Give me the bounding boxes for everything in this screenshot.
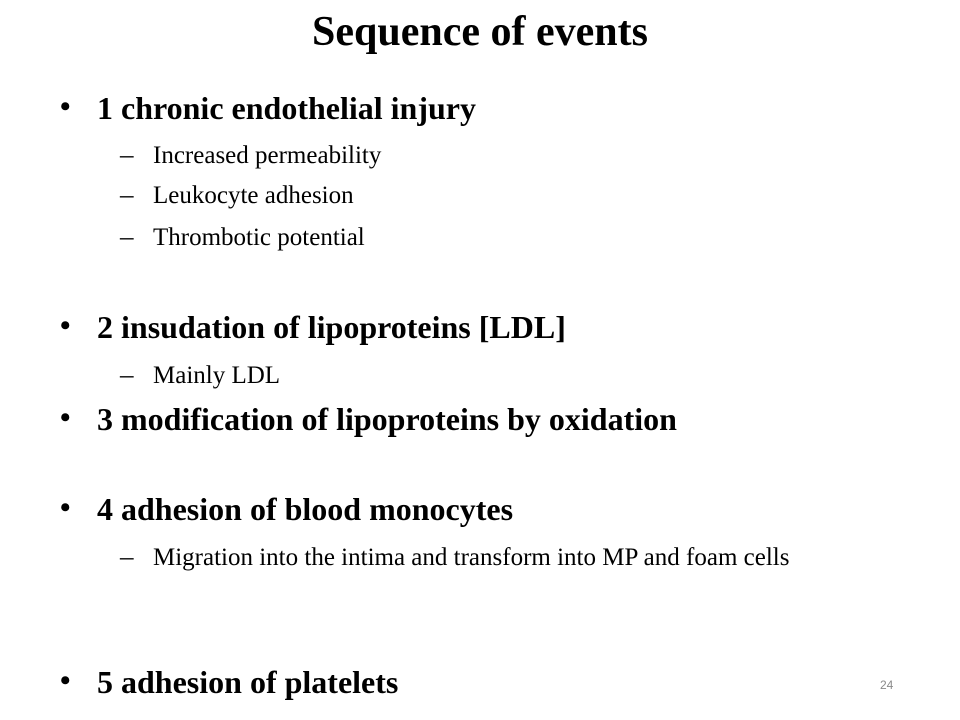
bullet-text: 4 adhesion of blood monocytes bbox=[97, 491, 514, 527]
bullet-text: 1 chronic endothelial injury bbox=[97, 90, 476, 126]
slide-title: Sequence of events bbox=[312, 9, 648, 55]
bullet-marker: • bbox=[60, 491, 71, 524]
bullet-marker: • bbox=[60, 664, 71, 697]
slide-number: 24 bbox=[880, 678, 894, 692]
dash-marker: – bbox=[120, 139, 134, 169]
bullet-marker: • bbox=[60, 401, 71, 434]
bullet-text: 2 insudation of lipoproteins [LDL] bbox=[97, 309, 566, 345]
bullet-text: 3 modification of lipoproteins by oxidation bbox=[97, 401, 677, 437]
sub-item-text: Thrombotic potential bbox=[153, 224, 365, 251]
dash-marker: – bbox=[120, 359, 134, 389]
bullet-marker: • bbox=[60, 90, 71, 123]
sub-item-text: Migration into the intima and transform into MP and foam cells bbox=[153, 544, 790, 571]
sub-item-text: Mainly LDL bbox=[153, 362, 281, 389]
bullet-marker: • bbox=[60, 309, 71, 342]
dash-marker: – bbox=[120, 541, 134, 571]
dash-marker: – bbox=[120, 221, 134, 251]
sub-item-text: Increased permeability bbox=[153, 142, 382, 169]
bullet-text: 5 adhesion of platelets bbox=[97, 664, 399, 700]
dash-marker: – bbox=[120, 179, 134, 209]
sub-item-text: Leukocyte adhesion bbox=[153, 182, 354, 209]
